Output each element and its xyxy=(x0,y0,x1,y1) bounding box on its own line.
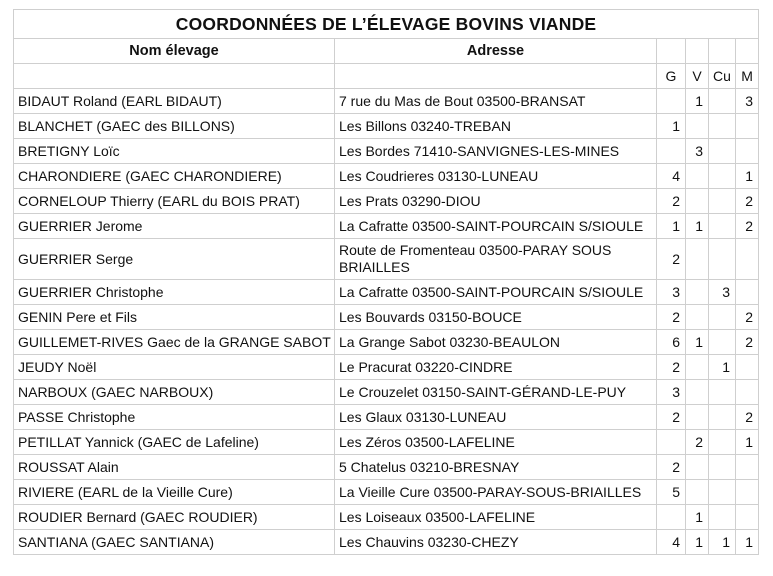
cell-g[interactable]: 1 xyxy=(657,114,686,139)
cell-address[interactable]: Les Chauvins 03230-CHEZY xyxy=(335,530,657,555)
spreadsheet xyxy=(13,9,758,555)
cell-m[interactable] xyxy=(736,139,759,164)
table-row xyxy=(14,530,759,555)
header-row xyxy=(14,39,759,64)
header-empty-cell[interactable] xyxy=(657,39,686,64)
header-address[interactable]: Adresse xyxy=(335,39,657,64)
cell-g[interactable]: 6 xyxy=(657,330,686,355)
cell-m[interactable]: 2 xyxy=(736,405,759,430)
cell-g[interactable]: 1 xyxy=(657,214,686,239)
cell-v[interactable] xyxy=(686,480,709,505)
cell-address[interactable]: 5 Chatelus 03210-BRESNAY xyxy=(335,455,657,480)
cell-cu[interactable]: 1 xyxy=(709,355,736,380)
header-g[interactable]: G xyxy=(657,64,686,89)
cell-m[interactable] xyxy=(736,480,759,505)
cell-m[interactable]: 1 xyxy=(736,430,759,455)
cell-g[interactable] xyxy=(657,139,686,164)
header-v[interactable]: V xyxy=(686,64,709,89)
header-cu[interactable]: Cu xyxy=(709,64,736,89)
table-body xyxy=(14,10,759,555)
cell-g[interactable]: 3 xyxy=(657,380,686,405)
cell-cu[interactable] xyxy=(709,430,736,455)
cell-cu[interactable] xyxy=(709,455,736,480)
cell-v[interactable] xyxy=(686,455,709,480)
cell-name[interactable]: NARBOUX (GAEC NARBOUX) xyxy=(14,380,335,405)
cell-cu[interactable] xyxy=(709,405,736,430)
cell-cu[interactable] xyxy=(709,139,736,164)
table-row xyxy=(14,139,759,164)
cell-cu[interactable] xyxy=(709,380,736,405)
cell-m[interactable]: 2 xyxy=(736,214,759,239)
cell-m[interactable]: 2 xyxy=(736,330,759,355)
cell-g[interactable]: 2 xyxy=(657,239,686,280)
cell-cu[interactable] xyxy=(709,505,736,530)
cell-v[interactable] xyxy=(686,355,709,380)
cell-v[interactable] xyxy=(686,239,709,280)
table-row xyxy=(14,430,759,455)
cell-cu[interactable] xyxy=(709,89,736,114)
cell-v[interactable] xyxy=(686,405,709,430)
table-row xyxy=(14,505,759,530)
cell-v[interactable]: 1 xyxy=(686,530,709,555)
table-row xyxy=(14,189,759,214)
cell-name[interactable]: JEUDY Noël xyxy=(14,355,335,380)
cell-cu[interactable] xyxy=(709,239,736,280)
header-empty-cell[interactable] xyxy=(709,39,736,64)
cell-g[interactable] xyxy=(657,89,686,114)
cell-address[interactable]: Les Loiseaux 03500-LAFELINE xyxy=(335,505,657,530)
cell-cu[interactable] xyxy=(709,330,736,355)
cell-m[interactable]: 1 xyxy=(736,530,759,555)
cell-v[interactable] xyxy=(686,189,709,214)
table-row xyxy=(14,405,759,430)
cell-m[interactable]: 2 xyxy=(736,305,759,330)
cell-name[interactable]: CORNELOUP Thierry (EARL du BOIS PRAT) xyxy=(14,189,335,214)
cell-name[interactable]: ROUSSAT Alain xyxy=(14,455,335,480)
table-row xyxy=(14,455,759,480)
cell-g[interactable] xyxy=(657,505,686,530)
cell-m[interactable] xyxy=(736,455,759,480)
cell-m[interactable] xyxy=(736,280,759,305)
cell-g[interactable]: 2 xyxy=(657,455,686,480)
cell-g[interactable]: 2 xyxy=(657,405,686,430)
cell-name[interactable]: PASSE Christophe xyxy=(14,405,335,430)
table-row xyxy=(14,214,759,239)
cell-name[interactable]: GUERRIER Serge xyxy=(14,239,335,280)
cell-name[interactable]: SANTIANA (GAEC SANTIANA) xyxy=(14,530,335,555)
cell-g[interactable]: 5 xyxy=(657,480,686,505)
cell-cu[interactable] xyxy=(709,164,736,189)
subheader-empty-cell[interactable] xyxy=(335,64,657,89)
subheader-empty-cell[interactable] xyxy=(14,64,335,89)
cell-address[interactable]: Les Bouvards 03150-BOUCE xyxy=(335,305,657,330)
cell-v[interactable]: 1 xyxy=(686,89,709,114)
cell-m[interactable]: 2 xyxy=(736,189,759,214)
cell-address[interactable]: La Vieille Cure 03500-PARAY-SOUS-BRIAILLES xyxy=(335,480,657,505)
cell-m[interactable] xyxy=(736,505,759,530)
cell-g[interactable]: 2 xyxy=(657,189,686,214)
subheader-row xyxy=(14,64,759,89)
cell-v[interactable]: 3 xyxy=(686,139,709,164)
cell-g[interactable]: 4 xyxy=(657,530,686,555)
cell-v[interactable]: 1 xyxy=(686,330,709,355)
cell-name[interactable]: ROUDIER Bernard (GAEC ROUDIER) xyxy=(14,505,335,530)
cell-v[interactable] xyxy=(686,305,709,330)
cell-address[interactable]: La Cafratte 03500-SAINT-POURCAIN S/SIOULE xyxy=(335,214,657,239)
cell-name[interactable]: BRETIGNY Loïc xyxy=(14,139,335,164)
cell-name[interactable]: BLANCHET (GAEC des BILLONS) xyxy=(14,114,335,139)
cell-address[interactable]: Le Pracurat 03220-CINDRE xyxy=(335,355,657,380)
cell-name[interactable]: GUERRIER Christophe xyxy=(14,280,335,305)
cell-name[interactable]: GENIN Pere et Fils xyxy=(14,305,335,330)
cell-address[interactable]: La Grange Sabot 03230-BEAULON xyxy=(335,330,657,355)
cell-cu[interactable] xyxy=(709,480,736,505)
cell-m[interactable]: 3 xyxy=(736,89,759,114)
table-row xyxy=(14,355,759,380)
table-row xyxy=(14,89,759,114)
cell-cu[interactable] xyxy=(709,305,736,330)
table-row xyxy=(14,305,759,330)
cell-v[interactable] xyxy=(686,280,709,305)
cell-address[interactable]: 7 rue du Mas de Bout 03500-BRANSAT xyxy=(335,89,657,114)
cell-cu[interactable] xyxy=(709,114,736,139)
cell-cu[interactable]: 1 xyxy=(709,530,736,555)
cell-address[interactable]: Le Crouzelet 03150-SAINT-GÉRAND-LE-PUY xyxy=(335,380,657,405)
cell-g[interactable] xyxy=(657,430,686,455)
header-empty-cell[interactable] xyxy=(686,39,709,64)
table-row xyxy=(14,480,759,505)
cell-v[interactable]: 1 xyxy=(686,214,709,239)
cell-name[interactable]: GUILLEMET-RIVES Gaec de la GRANGE SABOT xyxy=(14,330,335,355)
cell-v[interactable] xyxy=(686,114,709,139)
cell-address[interactable]: La Cafratte 03500-SAINT-POURCAIN S/SIOULE xyxy=(335,280,657,305)
table-row xyxy=(14,330,759,355)
header-name[interactable]: Nom élevage xyxy=(14,39,335,64)
cell-name[interactable]: PETILLAT Yannick (GAEC de Lafeline) xyxy=(14,430,335,455)
cell-cu[interactable] xyxy=(709,214,736,239)
cell-name[interactable]: RIVIERE (EARL de la Vieille Cure) xyxy=(14,480,335,505)
header-m[interactable]: M xyxy=(736,64,759,89)
cell-name[interactable]: CHARONDIERE (GAEC CHARONDIERE) xyxy=(14,164,335,189)
cell-address[interactable]: Les Glaux 03130-LUNEAU xyxy=(335,405,657,430)
table-row xyxy=(14,114,759,139)
cell-v[interactable] xyxy=(686,164,709,189)
cell-cu[interactable] xyxy=(709,189,736,214)
cell-name[interactable]: BIDAUT Roland (EARL BIDAUT) xyxy=(14,89,335,114)
cell-g[interactable]: 2 xyxy=(657,355,686,380)
cell-address[interactable]: Route de Fromenteau 03500-PARAY SOUS BRIAILLES xyxy=(335,239,657,280)
cell-m[interactable]: 1 xyxy=(736,164,759,189)
table-title[interactable]: COORDONNÉES DE L’ÉLEVAGE BOVINS VIANDE xyxy=(14,10,759,39)
header-empty-cell[interactable] xyxy=(736,39,759,64)
cell-m[interactable] xyxy=(736,239,759,280)
cell-cu[interactable]: 3 xyxy=(709,280,736,305)
cell-v[interactable]: 1 xyxy=(686,505,709,530)
cell-g[interactable]: 2 xyxy=(657,305,686,330)
cell-m[interactable] xyxy=(736,380,759,405)
cell-m[interactable] xyxy=(736,114,759,139)
cell-address[interactable]: Les Zéros 03500-LAFELINE xyxy=(335,430,657,455)
title-row xyxy=(14,10,759,39)
cell-m[interactable] xyxy=(736,355,759,380)
cell-address[interactable]: Les Bordes 71410-SANVIGNES-LES-MINES xyxy=(335,139,657,164)
cell-g[interactable]: 3 xyxy=(657,280,686,305)
cell-name[interactable]: GUERRIER Jerome xyxy=(14,214,335,239)
cell-g[interactable]: 4 xyxy=(657,164,686,189)
table-row xyxy=(14,164,759,189)
cell-address[interactable]: Les Coudrieres 03130-LUNEAU xyxy=(335,164,657,189)
cell-v[interactable]: 2 xyxy=(686,430,709,455)
farm-table xyxy=(13,9,759,555)
table-row xyxy=(14,239,759,280)
table-row xyxy=(14,280,759,305)
cell-address[interactable]: Les Prats 03290-DIOU xyxy=(335,189,657,214)
cell-address[interactable]: Les Billons 03240-TREBAN xyxy=(335,114,657,139)
cell-v[interactable] xyxy=(686,380,709,405)
table-row xyxy=(14,380,759,405)
